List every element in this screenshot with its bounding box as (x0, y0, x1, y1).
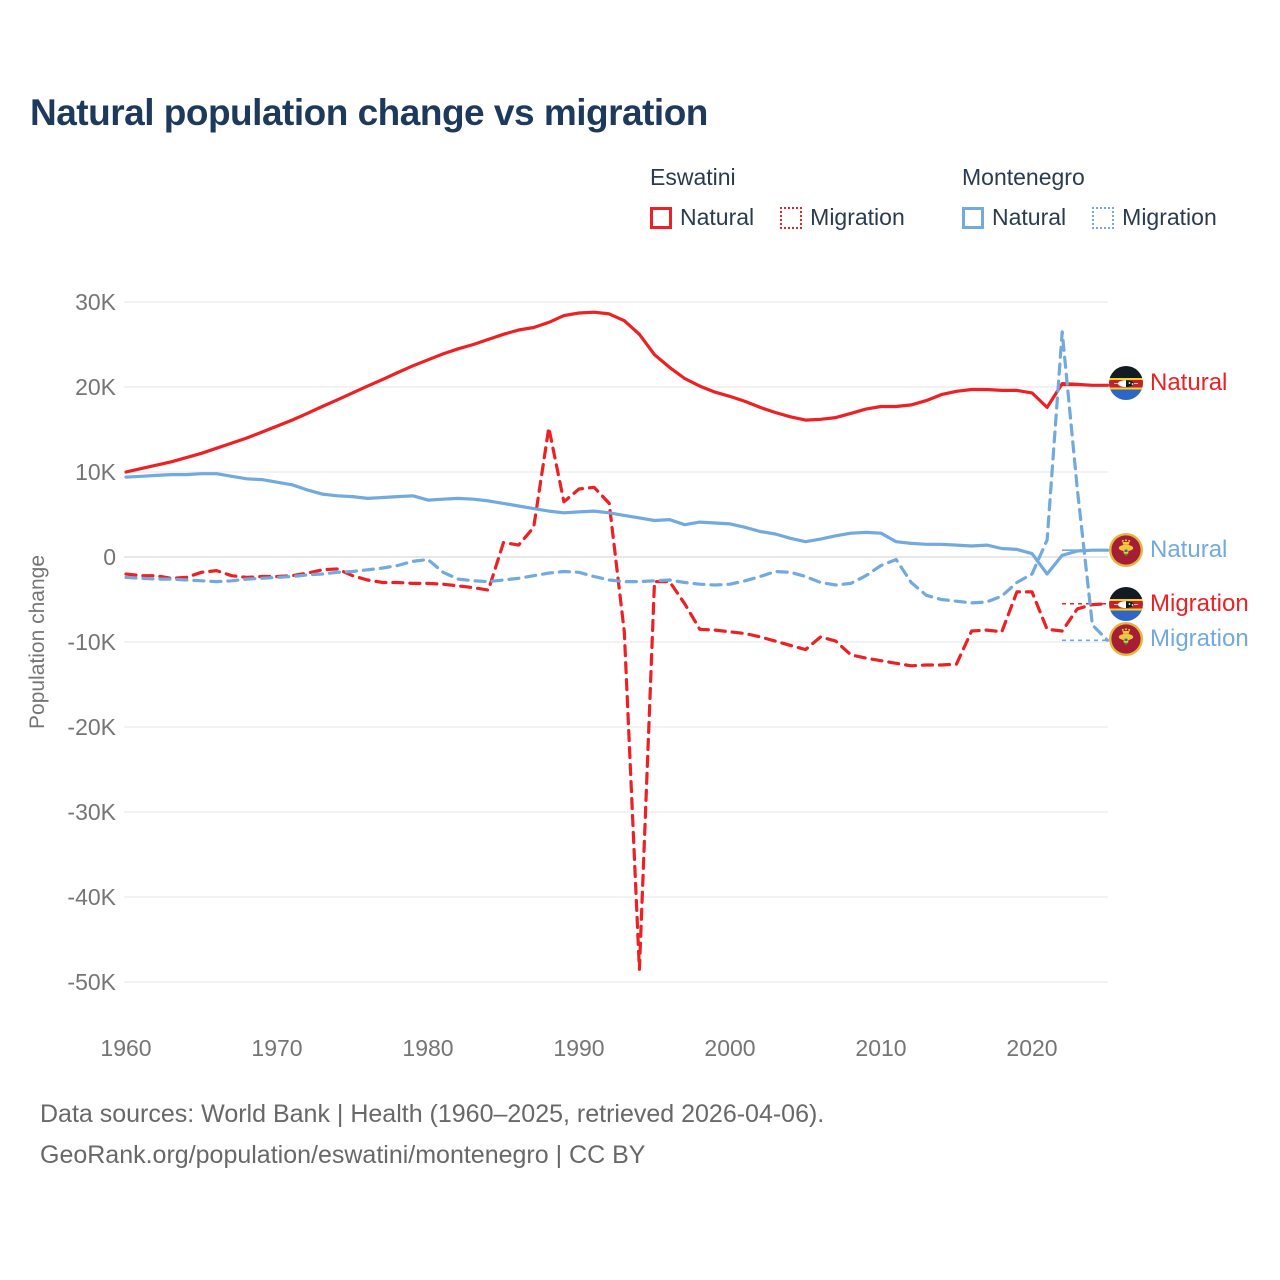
legend-group-montenegro: Montenegro (962, 164, 1085, 190)
y-tick-label: -20K (67, 714, 116, 740)
y-tick-label: 30K (75, 289, 116, 315)
legend-item-eswatini-migration[interactable]: Migration (810, 204, 905, 230)
legend-item-montenegro-natural[interactable]: Natural (992, 204, 1067, 230)
end-label-text: Natural (1150, 536, 1228, 563)
x-tick-label: 1990 (553, 1035, 605, 1061)
x-tick-label: 2020 (1006, 1035, 1058, 1061)
y-tick-label: -30K (67, 799, 116, 825)
end-label-eswatini-migration[interactable] (1109, 587, 1249, 621)
montenegro-flag-icon (1109, 622, 1143, 656)
end-label-montenegro-natural[interactable] (1109, 533, 1227, 567)
y-tick-label: 10K (75, 459, 116, 485)
data-sources-note: Data sources: World Bank | Health (1960–2025, retrieved 2026-04-06). (40, 1100, 825, 1128)
legend-item-montenegro-migration[interactable]: Migration (1122, 204, 1217, 230)
x-tick-label: 2000 (704, 1035, 756, 1061)
series-montenegro-natural[interactable] (126, 474, 1108, 574)
x-tick-label: 1970 (251, 1035, 303, 1061)
series-eswatini-migration[interactable] (126, 428, 1108, 970)
series-montenegro-migration[interactable] (126, 332, 1108, 641)
y-tick-label: -50K (67, 969, 116, 995)
end-label-montenegro-migration[interactable] (1109, 622, 1249, 656)
y-tick-label: 0 (103, 544, 116, 570)
y-tick-label: -40K (67, 884, 116, 910)
end-label-text: Migration (1150, 625, 1249, 652)
eswatini-flag-icon (1109, 366, 1143, 400)
eswatini-flag-icon (1109, 587, 1143, 621)
page-title: Natural population change vs migration (30, 92, 708, 133)
montenegro-flag-icon (1109, 533, 1143, 567)
y-axis-title: Population change (26, 555, 49, 729)
legend-group-eswatini: Eswatini (650, 164, 736, 190)
y-tick-label: 20K (75, 374, 116, 400)
attribution-note: GeoRank.org/population/eswatini/montenegro | CC BY (40, 1141, 646, 1169)
series-eswatini-natural[interactable] (126, 312, 1108, 472)
end-label-text: Migration (1150, 590, 1249, 617)
x-tick-label: 1960 (100, 1035, 152, 1061)
y-tick-label: -10K (67, 629, 116, 655)
end-label-text: Natural (1150, 369, 1228, 396)
x-tick-label: 2010 (855, 1035, 907, 1061)
legend-item-eswatini-natural[interactable]: Natural (680, 204, 755, 230)
x-tick-label: 1980 (402, 1035, 454, 1061)
end-label-eswatini-natural[interactable] (1109, 366, 1227, 400)
